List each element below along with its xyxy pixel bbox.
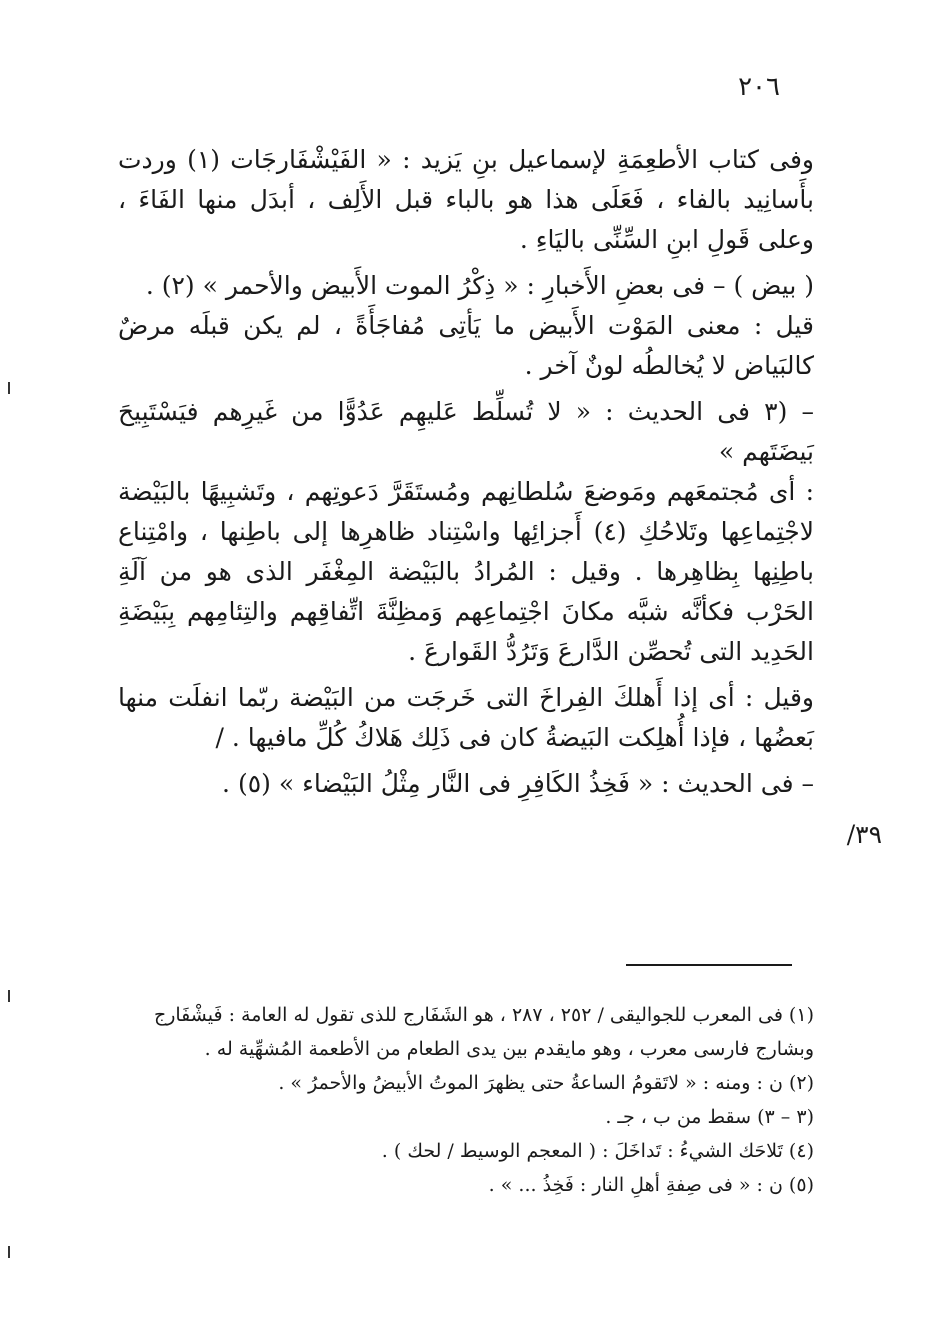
footnote: (٤) تَلاحَك الشيءُ : تَداخَلَ : ( المعجم الوسيط / لحك ) . [381, 1140, 814, 1162]
paragraph: – (٣ فى الحديث : « لا تُسلِّط عَليهِم عَدُوًّا من غَيرِهم فيَسْتَبِيحَ بَيضَتَهم » [118, 397, 814, 466]
paragraph: – فى الحديث : « فَخِذُ الكَافِرِ فى النَّار مِثْلُ البَيْضاء » (٥) . [222, 769, 814, 798]
paragraph: ( بيض ) – فى بعضِ الأَخبارِ : « ذِكْرُ الموت الأَبيض والأحمر » (٢) . [145, 271, 814, 300]
footnote-separator [626, 964, 792, 966]
footnotes [124, 998, 814, 1202]
paragraph: وفى كتاب الأطعِمَةِ لإسماعيل بنِ يَزيد : « الفَيْشْفَارجَات (١) وردت بأَسانِيد بالفاء ، فَعَلَى هذا هو بالباء قبل الأَلِف ، أبدَل منها الفَاءَ ، وعلى قَولِ ابنِ السِّنِّى باليَاءِ . [118, 145, 814, 254]
main-text [118, 140, 814, 804]
scan-edge-mark [8, 382, 10, 394]
manuscript-folio-marker: ٣٩/ [846, 820, 882, 849]
scan-edge-mark [8, 990, 10, 1002]
scan-edge-mark [8, 1246, 10, 1258]
paragraph: وقيل : أى إذا أَهلكَ الفِراخَ التى خَرجَت من البَيْضة ربّما انفلَت منها بَعضُها ، فإذا أُهلِكت البَيضةُ كان فى ذَلِك هَلاكُ كُلِّ مافيها . / [118, 683, 814, 752]
paragraph: قيل : معنى المَوْت الأَبيض ما يَأتِى مُفاجَأَةً ، لم يكن قبلَه مرضٌ كالبَياض لا يُخالطُه لونٌ آخر . [118, 311, 814, 380]
footnote: (٢) ن : ومنه : « لاتَقومُ الساعةُ حتى يظهرَ الموتُ الأبيضُ والأحمرُ » . [278, 1072, 814, 1094]
page-number: ٢٠٦ [738, 72, 780, 102]
footnote: (٣ – ٣) سقط من ب ، جـ . [605, 1106, 814, 1128]
footnote: (٥) ن : « فى صِفةِ أهلِ النار : فَخِذُ ... » . [488, 1174, 814, 1196]
paragraph: : أى مُجتمعَهم ومَوضعَ سُلطانِهم ومُستَقَرَّ دَعوتِهم ، وتَشبِيهًا بالبَيْضة لاجْتِماعِها وتَلاحُكِ (٤) أَجزائِها واسْتِناد ظاهرِها إلى باطِنها ، وامْتِناع باطِنِها بِظاهِرها . وقيل : المُرادُ بالبَيْضة المِغْفَر الذى هو من آلَةِ الحَرْب فكأنَّه شبَّه مكانَ اجْتِماعِهم وَمظِنَّةَ اتِّفاقِهم والتِئامِهم بِبَيْضَةِ الحَدِيد التى تُحصِّن الدَّارعَ وَتَرُدُّ القَوارعَ . [118, 477, 814, 666]
footnote: (١) فى المعرب للجواليقى / ٢٥٢ ، ٢٨٧ ، هو الشَفَارج للذى تقول له العامة : فَيشْفَارج وبشارج فارسى معرب ، وهو مايقدم بين يدى الطعام من الأطعمة المُشهِّية له . [153, 1004, 814, 1060]
